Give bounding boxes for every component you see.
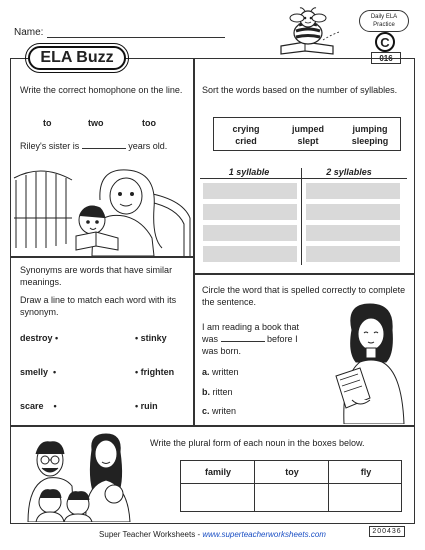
two-syllable-box[interactable] <box>306 183 400 199</box>
document-code: 200436 <box>369 526 405 537</box>
bee-mascot-icon <box>275 6 339 58</box>
two-syllable-box[interactable] <box>306 225 400 241</box>
word-bank-item: cried <box>235 136 257 146</box>
section-divider-left <box>10 256 194 258</box>
plural-instruction: Write the plural form of each noun in the boxes below. <box>150 438 365 448</box>
sentence-part: before I <box>267 334 298 344</box>
spelling-choice-a[interactable] <box>202 366 239 378</box>
sentence-part: was <box>202 334 219 344</box>
word-bank-item: jumped <box>291 124 324 134</box>
worksheet-title: ELA Buzz <box>28 46 126 70</box>
homophone-instruction: Write the correct homophone on the line. <box>20 85 183 95</box>
word-bank-item: crying <box>232 124 260 134</box>
word: destroy <box>20 333 53 343</box>
choice-letter: a. <box>202 367 210 377</box>
mother-child-reading-illustration <box>12 158 192 256</box>
footer-site-name: Super Teacher Worksheets - <box>99 530 203 539</box>
spelling-choice-c[interactable] <box>202 405 236 417</box>
synonym-instruction: Draw a line to match each word with its synonym. <box>20 295 177 317</box>
spelling-choice-b[interactable] <box>202 386 233 398</box>
word: ruin <box>140 401 158 411</box>
spelling-sentence-line-1: I am reading a book that <box>202 322 300 332</box>
syllable-instruction: Sort the words based on the number of syllables. <box>202 85 398 95</box>
one-syllable-box[interactable] <box>203 225 297 241</box>
sort-column-divider <box>301 168 302 265</box>
family-illustration <box>14 430 144 522</box>
sentence-end: years old. <box>128 141 168 151</box>
word-bank-item: jumping <box>352 124 388 134</box>
word: frighten <box>140 367 175 377</box>
homophone-sentence <box>20 140 195 152</box>
synonym-left-item[interactable]: smelly • <box>20 367 57 377</box>
spelling-instruction: Circle the word that is spelled correctly to complete the sentence. <box>202 285 406 307</box>
spelling-sentence-line-2 <box>202 333 342 345</box>
plural-answer-cell[interactable] <box>329 484 401 511</box>
word-bank <box>213 117 401 151</box>
one-syllable-box[interactable] <box>203 246 297 262</box>
level-letter: C <box>375 32 395 52</box>
word: scare <box>20 401 44 411</box>
word: smelly <box>20 367 49 377</box>
word: stinky <box>140 333 167 343</box>
one-syllable-box[interactable] <box>203 204 297 220</box>
daily-practice-badge <box>359 10 409 32</box>
word-bank-item: slept <box>297 136 319 146</box>
name-line[interactable] <box>47 28 225 38</box>
badge-text: Daily ELA Practice <box>370 14 398 28</box>
girl-reading-illustration <box>330 300 412 424</box>
synonym-right-item[interactable]: • frighten <box>135 367 175 377</box>
name-field[interactable] <box>14 27 225 38</box>
choice-letter: c. <box>202 406 210 416</box>
choice-word: ritten <box>212 387 233 397</box>
plural-answer-cell[interactable] <box>181 484 254 511</box>
plural-table <box>180 460 402 512</box>
one-syllable-header: 1 syllable <box>228 167 270 177</box>
plural-noun-header: fly <box>360 467 372 477</box>
homophone-option-2[interactable]: two <box>88 118 104 128</box>
two-syllables-header: 2 syllables <box>326 167 372 177</box>
choice-word: writen <box>212 406 237 416</box>
choice-word: written <box>212 367 239 377</box>
synonym-definition: Synonyms are words that have similar meanings. <box>20 265 173 287</box>
synonym-left-item[interactable]: scare • <box>20 401 57 411</box>
two-syllable-box[interactable] <box>306 204 400 220</box>
section-divider-bottom <box>10 425 415 427</box>
choice-letter: b. <box>202 387 210 397</box>
two-syllable-box[interactable] <box>306 246 400 262</box>
homophone-blank[interactable] <box>82 140 126 149</box>
sentence-start: Riley's sister is <box>20 141 80 151</box>
synonym-left-item[interactable]: destroy • <box>20 333 59 343</box>
spelling-blank[interactable] <box>221 333 265 342</box>
word-bank-item: sleeping <box>351 136 389 146</box>
section-divider-right <box>193 273 415 275</box>
plural-noun-header: family <box>204 467 231 477</box>
synonym-right-item[interactable]: • stinky <box>135 333 167 343</box>
synonym-right-item[interactable]: • ruin <box>135 401 158 411</box>
sort-header-rule <box>200 178 407 179</box>
homophone-option-3[interactable]: too <box>142 118 156 128</box>
plural-answer-cell[interactable] <box>255 484 328 511</box>
one-syllable-box[interactable] <box>203 183 297 199</box>
name-label: Name: <box>14 27 44 38</box>
worksheet-number: 016 <box>371 52 401 64</box>
spelling-sentence-line-3: was born. <box>202 346 242 356</box>
homophone-option-1[interactable]: to <box>43 118 52 128</box>
footer <box>0 530 425 539</box>
plural-noun-header: toy <box>285 467 299 477</box>
footer-url-link[interactable]: www.superteacherworksheets.com <box>202 530 326 539</box>
column-divider <box>193 58 195 426</box>
